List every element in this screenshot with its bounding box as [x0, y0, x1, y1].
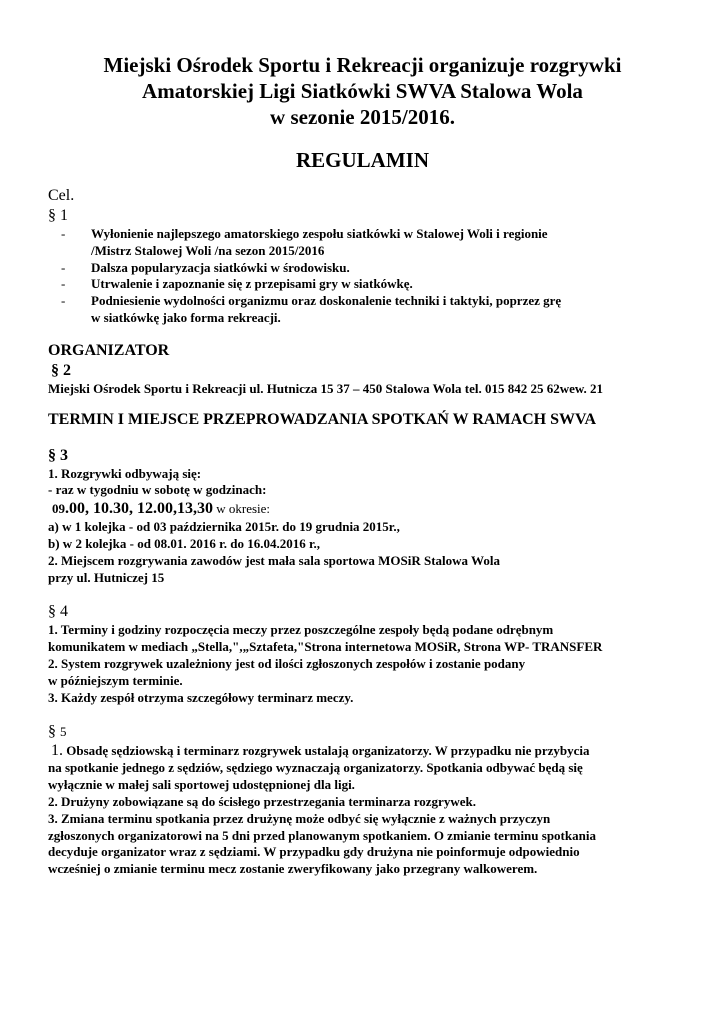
section-1-symbol: § 1	[48, 207, 68, 224]
section-5-line: 2. Drużyny zobowiązane są do ścisłego przestrzegania terminarza rozgrywek.	[48, 793, 476, 809]
section-3-line: 1. Rozgrywki odbywają się:	[48, 465, 202, 481]
section-4-line: 1. Terminy i godziny rozpoczęcia meczy przez poszczególne zespoły będą podane odrębnym	[48, 622, 554, 638]
section-3-hours	[48, 499, 688, 519]
section-5-first-number: 1.	[51, 742, 63, 760]
bullet-dash: -	[61, 293, 66, 309]
section-5-number: 5	[60, 724, 67, 740]
goal-label: Cel.	[48, 187, 75, 204]
section-4-line: 3. Każdy zespół otrzyma szczegółowy terminarz meczy.	[48, 689, 354, 705]
section-5-line: na spotkanie jednego z sędziów, sędziego wyznaczają organizatorzy. Spotkania odbywać będą się	[48, 760, 583, 776]
section-5-line: 3. Zmiana terminu spotkania przez drużynę może odbyć się wyłącznie z ważnych przyczyn	[48, 810, 551, 826]
term-title: TERMIN I MIEJSCE PRZEPROWADZANIA SPOTKAŃ W RAMACH SWVA	[48, 410, 597, 428]
section-4-line: w późniejszym terminie.	[48, 672, 183, 688]
section-5-line: wcześniej o zmianie terminu mecz zostanie zweryfikowany jako przegrany walkowerem.	[48, 861, 538, 877]
goal-item: - Utrwalenie i zapoznanie się z przepisami gry w siatkówkę.	[48, 276, 688, 293]
bullet-dash: -	[61, 259, 66, 275]
goal-item: - Podniesienie wydolności organizmu oraz doskonalenie techniki i taktyki, poprzez grę	[48, 293, 688, 310]
section-5-first-line	[48, 742, 688, 760]
bullet-dash: -	[61, 276, 66, 292]
title-line: Miejski Ośrodek Sportu i Rekreacji organizuje rozgrywki	[103, 53, 622, 77]
section-4-line: komunikatem w mediach „Stella,",„Sztafeta,"Strona internetowa MOSiR, Strona WP- TRANSFER	[48, 639, 603, 655]
organizer-title: ORGANIZATOR	[48, 341, 170, 359]
section-5-sign: §	[48, 723, 60, 741]
title-line: w sezonie 2015/2016.	[270, 105, 455, 129]
hours-main: .00, 10.30, 12.00,13,30	[65, 500, 213, 518]
section-5-line: zgłoszonych organizatorowi na 5 dni przed planowanym spotkaniem. O zmianie terminu spotkania	[48, 827, 596, 843]
section-5-symbol	[48, 722, 688, 742]
section-3-line: a) w 1 kolejka - od 03 października 2015r. do 19 grudnia 2015r.,	[48, 519, 400, 535]
regulations-heading: REGULAMIN	[295, 148, 429, 172]
hours-suffix: w okresie:	[213, 501, 271, 517]
hours-prefix: 09	[52, 501, 65, 517]
section-2-symbol: § 2	[51, 361, 71, 379]
section-5-line: decyduje organizator wraz z sędziami. W przypadku gdy drużyna nie poinformuje odpowiednio	[48, 844, 580, 860]
section-4-line: 2. System rozgrywek uzależniony jest od ilości zgłoszonych zespołów i zostanie podany	[48, 655, 526, 671]
section-3-symbol: § 3	[48, 446, 68, 464]
document-body	[48, 186, 688, 878]
section-5-first-text: Obsadę sędziowską i terminarz rozgrywek ustalają organizatorzy. W przypadku nie przybycia	[63, 743, 590, 759]
goal-item-continued: w siatkówkę jako forma rekreacji.	[91, 309, 281, 325]
goal-item-continued: /Mistrz Stalowej Woli /na sezon 2015/2016	[91, 242, 325, 258]
section-5-line: wyłącznie w małej sali sportowej udostępnionej dla ligi.	[48, 777, 355, 793]
goal-item: - Dalsza popularyzacja siatkówki w środowisku.	[48, 260, 688, 277]
section-3-line: - raz w tygodniu w sobotę w godzinach:	[48, 482, 267, 498]
goal-item: - Wyłonienie najlepszego amatorskiego zespołu siatkówki w Stalowej Woli i regionie	[48, 226, 688, 243]
section-3-line: 2. Miejscem rozgrywania zawodów jest mała sala sportowa MOSiR Stalowa Wola	[48, 552, 500, 568]
document-title	[40, 52, 685, 130]
bullet-dash: -	[61, 226, 66, 241]
section-4-symbol: § 4	[48, 603, 68, 621]
section-3-line: b) w 2 kolejka - od 08.01. 2016 r. do 16.04.2016 r.,	[48, 535, 321, 551]
organizer-address: Miejski Ośrodek Sportu i Rekreacji ul. Hutnicza 15 37 – 450 Stalowa Wola tel. 015 842 25 62wew. 21	[48, 380, 604, 396]
title-line: Amatorskiej Ligi Siatkówki SWVA Stalowa Wola	[142, 79, 583, 103]
section-3-line: przy ul. Hutniczej 15	[48, 569, 165, 585]
